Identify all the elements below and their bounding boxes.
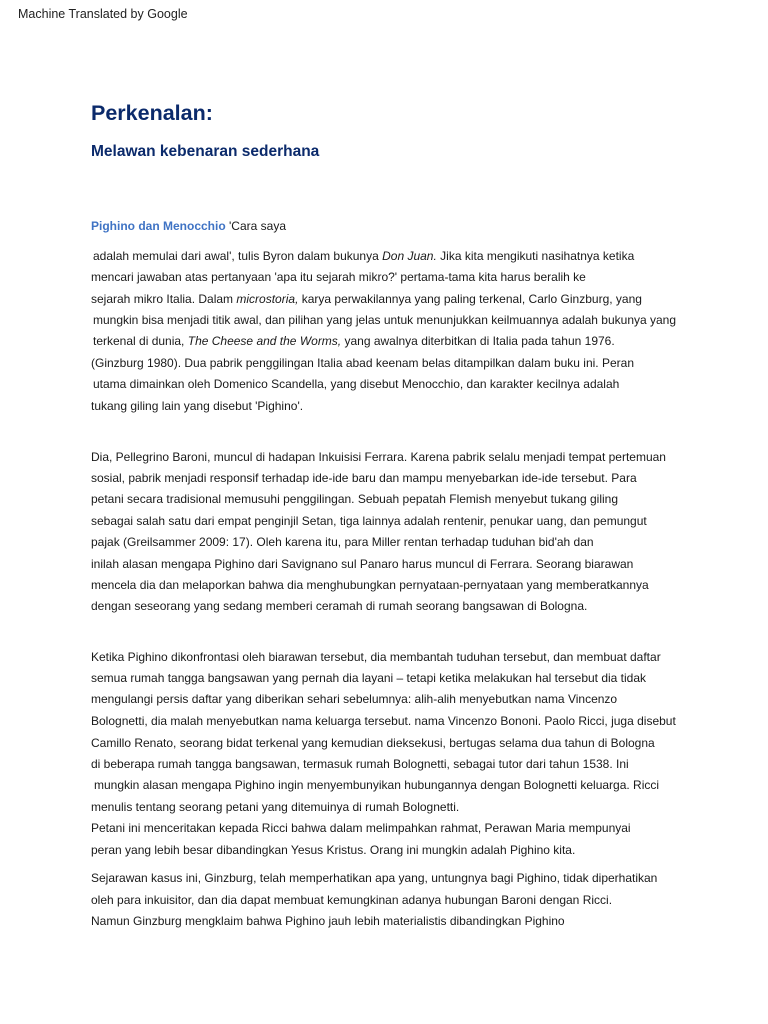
paragraph-2-line: mencela dia dan melaporkan bahwa dia menghubungkan pernyataan-pernyataan yang memberatkannya (91, 578, 649, 592)
paragraph-1-line-2: mencari jawaban atas pertanyaan 'apa itu sejarah mikro?' pertama-tama kita harus beralih ke (91, 270, 586, 284)
paragraph-4-line: Sejarawan kasus ini, Ginzburg, telah memperhatikan apa yang, untungnya bagi Pighino, tidak diperhatikan (91, 871, 658, 885)
italic-book-title: The Cheese and the Worms, (187, 334, 342, 348)
text-run: adalah memulai dari awal', tulis Byron dalam bukunya (93, 249, 383, 263)
paragraph-1-line-6: (Ginzburg 1980). Dua pabrik penggilingan Italia abad keenam belas ditampilkan dalam buku ini. Peran (91, 356, 634, 370)
section-heading: Pighino dan Menocchio (91, 219, 226, 233)
paragraph-1-line-5 (93, 333, 615, 349)
text-run: terkenal di dunia, (93, 334, 188, 348)
machine-translation-banner: Machine Translated by Google (18, 7, 188, 21)
italic-term-microstoria: microstoria, (236, 292, 299, 306)
paragraph-3-line: Petani ini menceritakan kepada Ricci bahwa dalam melimpahkan rahmat, Perawan Maria mempunyai (91, 821, 631, 835)
paragraph-2-line: sosial, pabrik menjadi responsif terhadap ide-ide baru dan mampu menyebarkan ide-ide tersebut. Para (91, 471, 637, 485)
paragraph-2-line: pajak (Greilsammer 2009: 17). Oleh karena itu, para Miller rentan terhadap tuduhan bid'ah dan (91, 535, 594, 549)
text-run: sejarah mikro Italia. Dalam (91, 292, 237, 306)
paragraph-3-line: mengulangi persis daftar yang diberikan sehari sebelumnya: alih-alih menyebutkan nama Vincenzo (91, 692, 618, 706)
paragraph-3-line: menulis tentang seorang petani yang ditemuinya di rumah Bolognetti. (91, 800, 460, 814)
paragraph-2-line: petani secara tradisional memusuhi penggilingan. Sebuah pepatah Flemish menyebut tukang giling (91, 492, 619, 506)
paragraph-1-line-1 (93, 248, 634, 264)
paragraph-1-line-8: tukang giling lain yang disebut 'Pighino'. (91, 399, 304, 413)
page-subtitle: Melawan kebenaran sederhana (91, 143, 320, 160)
paragraph-3-line: di beberapa rumah tangga bangsawan, termasuk rumah Bolognetti, sebagai tutor dari tahun 1538. Ini (91, 757, 629, 771)
paragraph-3-line: mungkin alasan mengapa Pighino ingin menyembunyikan hubungannya dengan Bolognetti keluarga. Ricci (94, 778, 660, 792)
paragraph-2-line: Dia, Pellegrino Baroni, muncul di hadapan Inkuisisi Ferrara. Karena pabrik selalu menjadi tempat pertemuan (91, 450, 666, 464)
text-run: yang awalnya diterbitkan di Italia pada tahun 1976. (341, 334, 615, 348)
paragraph-4-line: oleh para inkuisitor, dan dia dapat membuat kemungkinan adanya hubungan Baroni dengan Ricci. (91, 893, 613, 907)
section-heading-tail: 'Cara saya (225, 219, 286, 233)
paragraph-1-line-4: mungkin bisa menjadi titik awal, dan pilihan yang jelas untuk menunjukkan keilmuannya adalah bukunya yang (93, 313, 677, 327)
italic-title-don-juan: Don Juan. (382, 249, 437, 263)
paragraph-2-line: sebagai salah satu dari empat penginjil Setan, tiga lainnya adalah rentenir, penukar uang, dan pemungut (91, 514, 647, 528)
paragraph-3-line: peran yang lebih besar dibandingkan Yesus Kristus. Orang ini mungkin adalah Pighino kita. (91, 843, 576, 857)
text-run: karya perwakilannya yang paling terkenal, Carlo Ginzburg, yang (298, 292, 642, 306)
paragraph-1-line-3 (91, 291, 642, 307)
paragraph-3-line: Bolognetti, dia malah menyebutkan nama keluarga tersebut. nama Vincenzo Bononi. Paolo Ricci, juga disebut (91, 714, 676, 728)
paragraph-1-line-7: utama dimainkan oleh Domenico Scandella, yang disebut Menocchio, dan karakter kecilnya adalah (93, 377, 620, 391)
page-title: Perkenalan: (91, 101, 213, 125)
paragraph-3-line: Ketika Pighino dikonfrontasi oleh biarawan tersebut, dia membantah tuduhan tersebut, dan membuat daftar (91, 650, 661, 664)
paragraph-2-line: dengan seseorang yang sedang memberi ceramah di rumah seorang bangsawan di Bologna. (91, 599, 588, 613)
paragraph-4-line: Namun Ginzburg mengklaim bahwa Pighino jauh lebih materialistis dibandingkan Pighino (91, 914, 565, 928)
paragraph-3-line: Camillo Renato, seorang bidat terkenal yang kemudian dieksekusi, bertugas selama dua tahun di Bologna (91, 736, 655, 750)
paragraph-3-line: semua rumah tangga bangsawan yang pernah dia layani – tetapi ketika melakukan hal tersebut dia tidak (91, 671, 647, 685)
section-heading-line (91, 218, 286, 234)
paragraph-2-line: inilah alasan mengapa Pighino dari Savignano sul Panaro harus muncul di Ferrara. Seorang biarawan (91, 557, 634, 571)
text-run: Jika kita mengikuti nasihatnya ketika (436, 249, 635, 263)
